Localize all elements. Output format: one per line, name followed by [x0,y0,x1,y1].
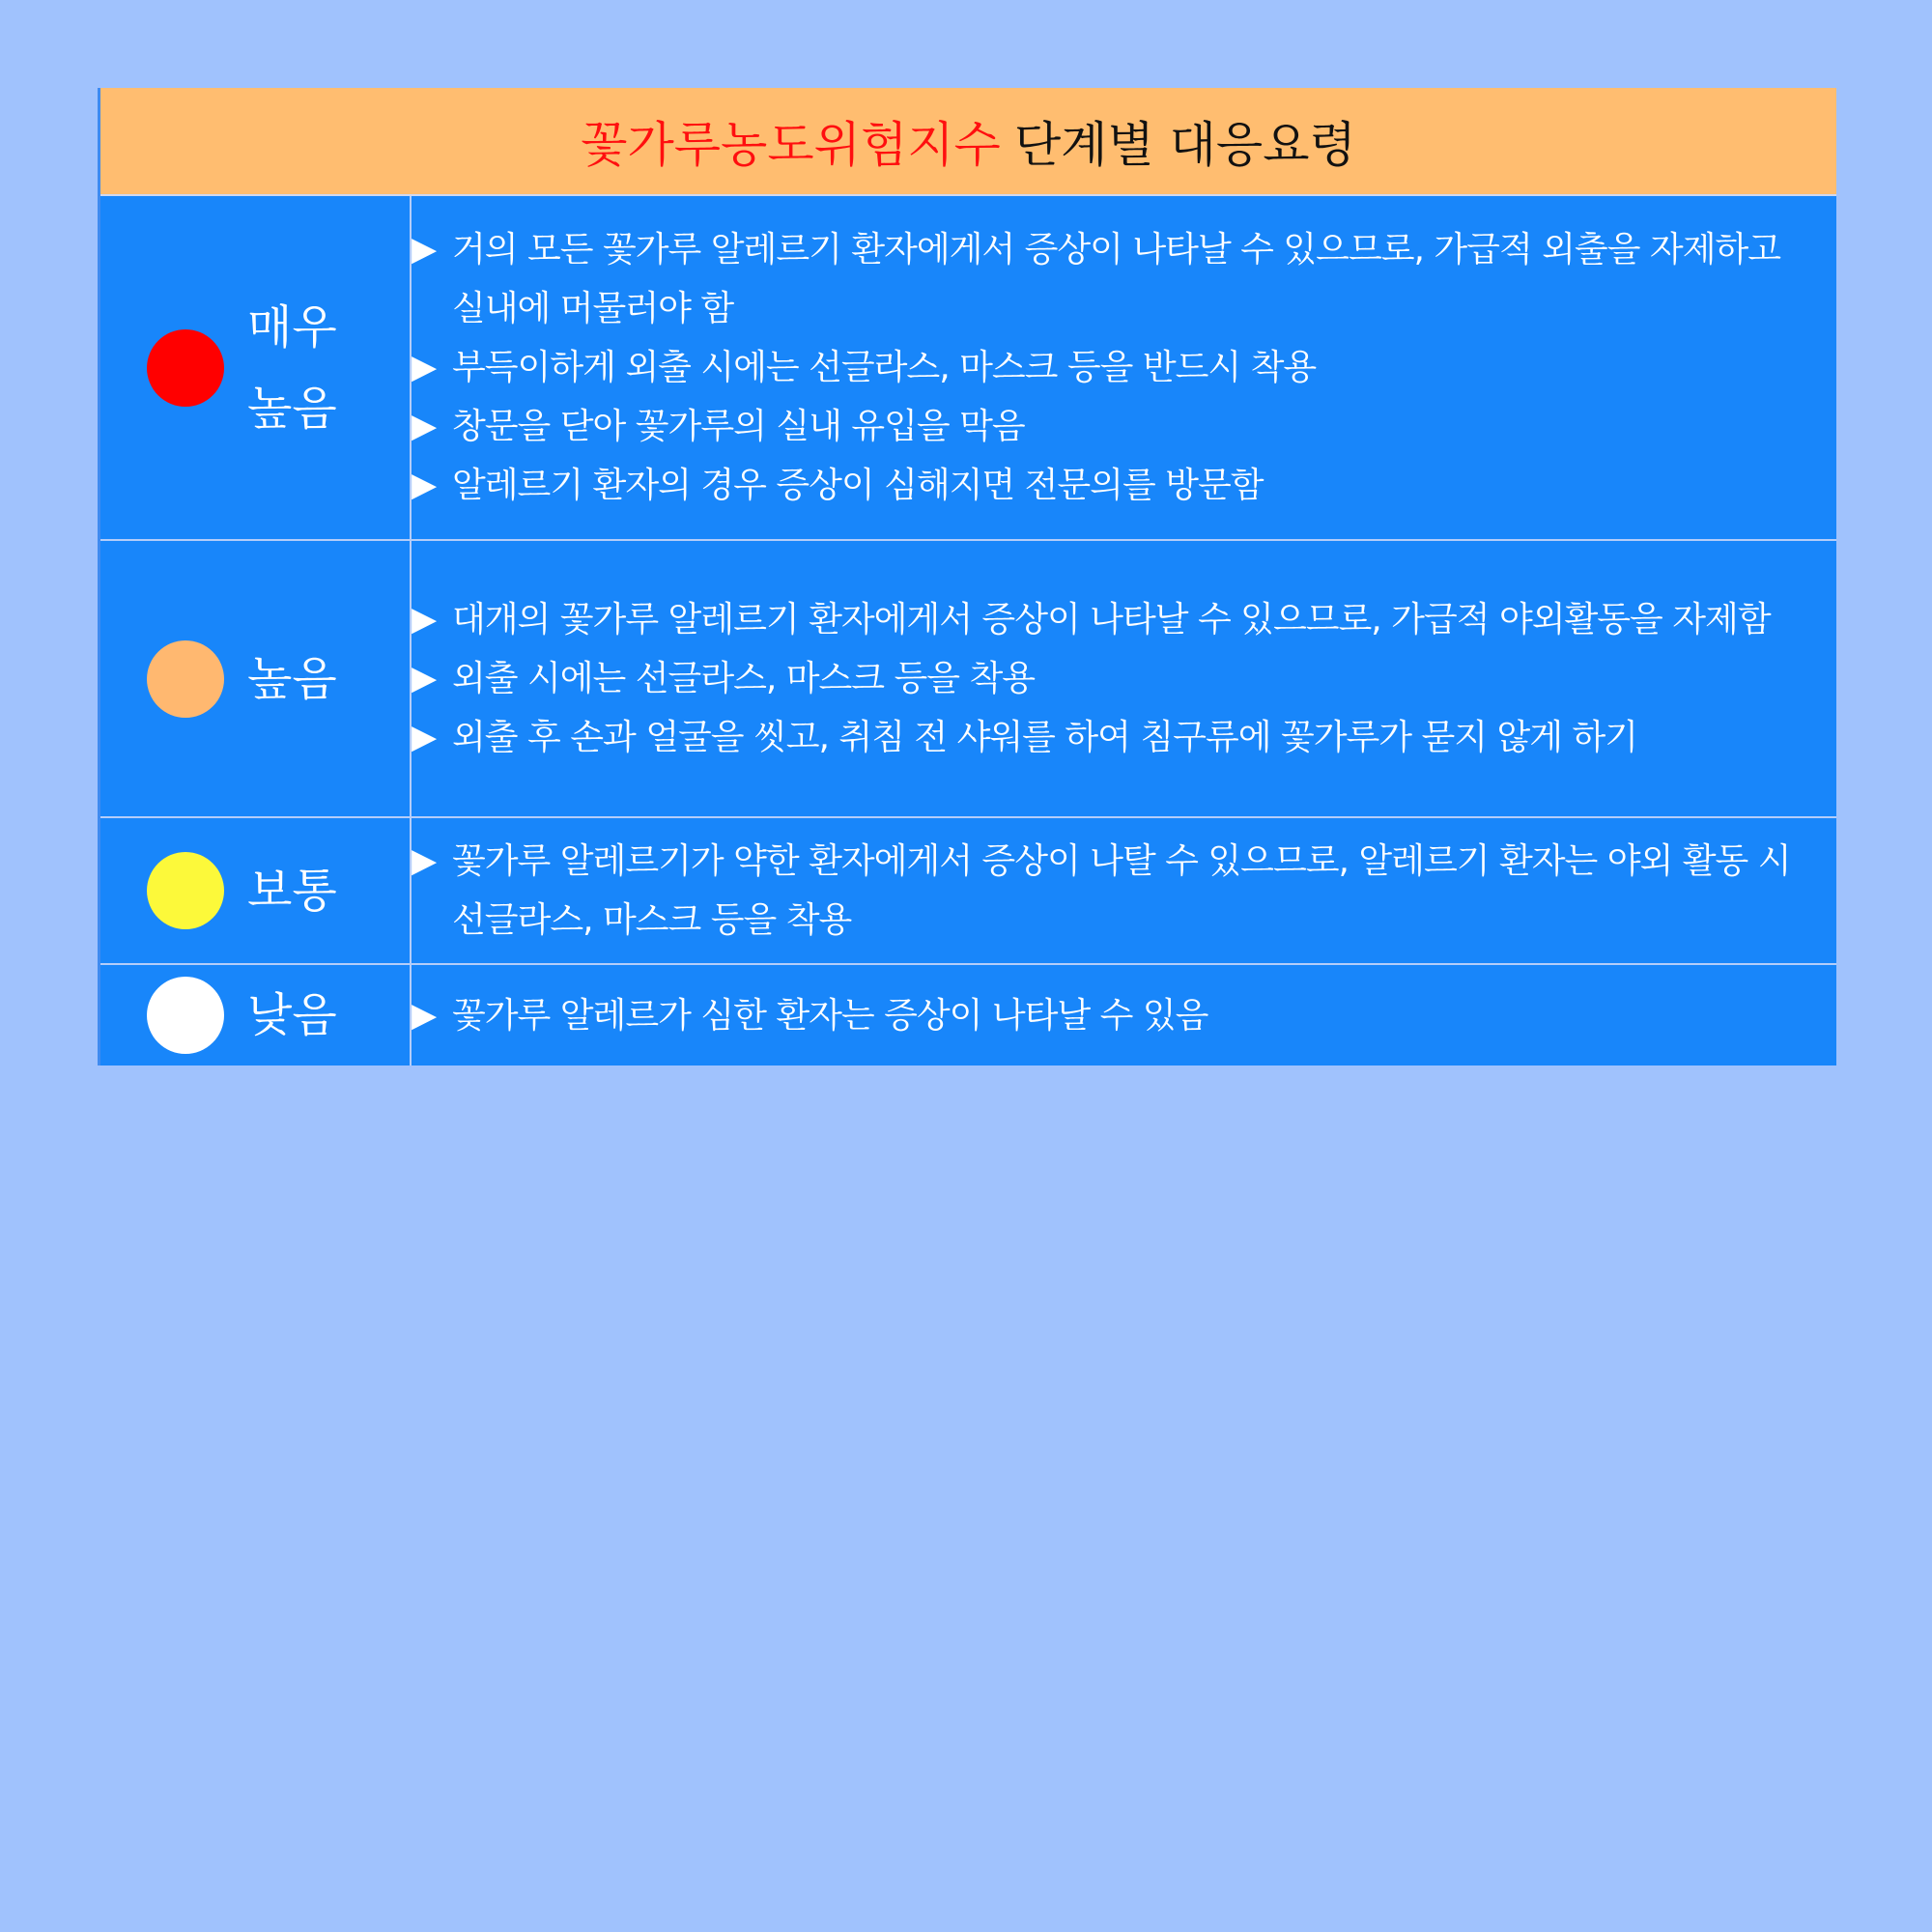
guideline-item [412,832,1836,950]
level-description [411,196,1836,540]
level-row [100,540,1836,817]
level-label: 보통 [247,864,337,918]
title-rest: 단계별 대응요령 [1013,117,1356,173]
card-header [100,88,1836,196]
level-cell [100,964,411,1065]
guideline-text: 알레르기 환자의 경우 증상이 심해지면 전문의를 방문함 [452,466,1264,505]
guideline-item [412,708,1836,767]
level-cell [100,540,411,817]
level-dot-icon [147,640,224,718]
guideline-item [412,649,1836,708]
level-row [100,817,1836,964]
right-triangle-bullet-icon: ▶ [412,995,437,1035]
level-label: 매우 높음 [247,299,337,436]
level-dot-icon [147,329,224,407]
right-triangle-bullet-icon: ▶ [412,659,437,697]
guideline-text: 꽃가루 알레르기가 약한 환자에게서 증상이 나탈 수 있으므로, 알레르기 환자는 야외 활동 시 선글라스, 마스크 등을 착용 [452,841,1791,940]
guideline-item [412,986,1836,1045]
level-label: 높음 [247,651,337,706]
right-triangle-bullet-icon: ▶ [412,718,437,756]
guideline-text: 부득이하게 외출 시에는 선글라스, 마스크 등을 반드시 착용 [452,348,1317,387]
right-triangle-bullet-icon: ▶ [412,600,437,639]
guideline-item [412,456,1836,515]
guideline-item [412,590,1836,649]
right-triangle-bullet-icon: ▶ [412,841,437,880]
guideline-item [412,397,1836,456]
level-dot-icon [147,852,224,929]
level-row [100,964,1836,1065]
level-row [100,196,1836,540]
level-description [411,964,1836,1065]
guideline-item [412,220,1836,338]
right-triangle-bullet-icon: ▶ [412,466,437,504]
guideline-text: 외출 시에는 선글라스, 마스크 등을 착용 [452,659,1036,698]
pollen-response-card [98,88,1836,1065]
right-triangle-bullet-icon: ▶ [412,230,437,269]
level-description [411,817,1836,964]
guideline-text: 외출 후 손과 얼굴을 씻고, 취침 전 샤워를 하여 침구류에 꽃가루가 묻지 않게 하기 [452,718,1638,757]
guideline-text: 대개의 꽃가루 알레르기 환자에게서 증상이 나타날 수 있으므로, 가급적 야외활동을 자제함 [452,600,1771,639]
guideline-item [412,338,1836,397]
level-dot-icon [147,977,224,1054]
title-highlight: 꽃가루농도위험지수 [581,117,1001,173]
level-cell [100,196,411,540]
right-triangle-bullet-icon: ▶ [412,348,437,386]
levels-table [100,196,1836,1065]
level-cell [100,817,411,964]
level-label: 낮음 [247,988,337,1042]
level-description [411,540,1836,817]
guideline-text: 꽃가루 알레르가 심한 환자는 증상이 나타날 수 있음 [452,995,1208,1036]
guideline-text: 창문을 닫아 꽃가루의 실내 유입을 막음 [452,407,1025,446]
guideline-text: 거의 모든 꽃가루 알레르기 환자에게서 증상이 나타날 수 있으므로, 가급적 외출을 자제하고 실내에 머물러야 함 [452,230,1781,328]
right-triangle-bullet-icon: ▶ [412,407,437,445]
